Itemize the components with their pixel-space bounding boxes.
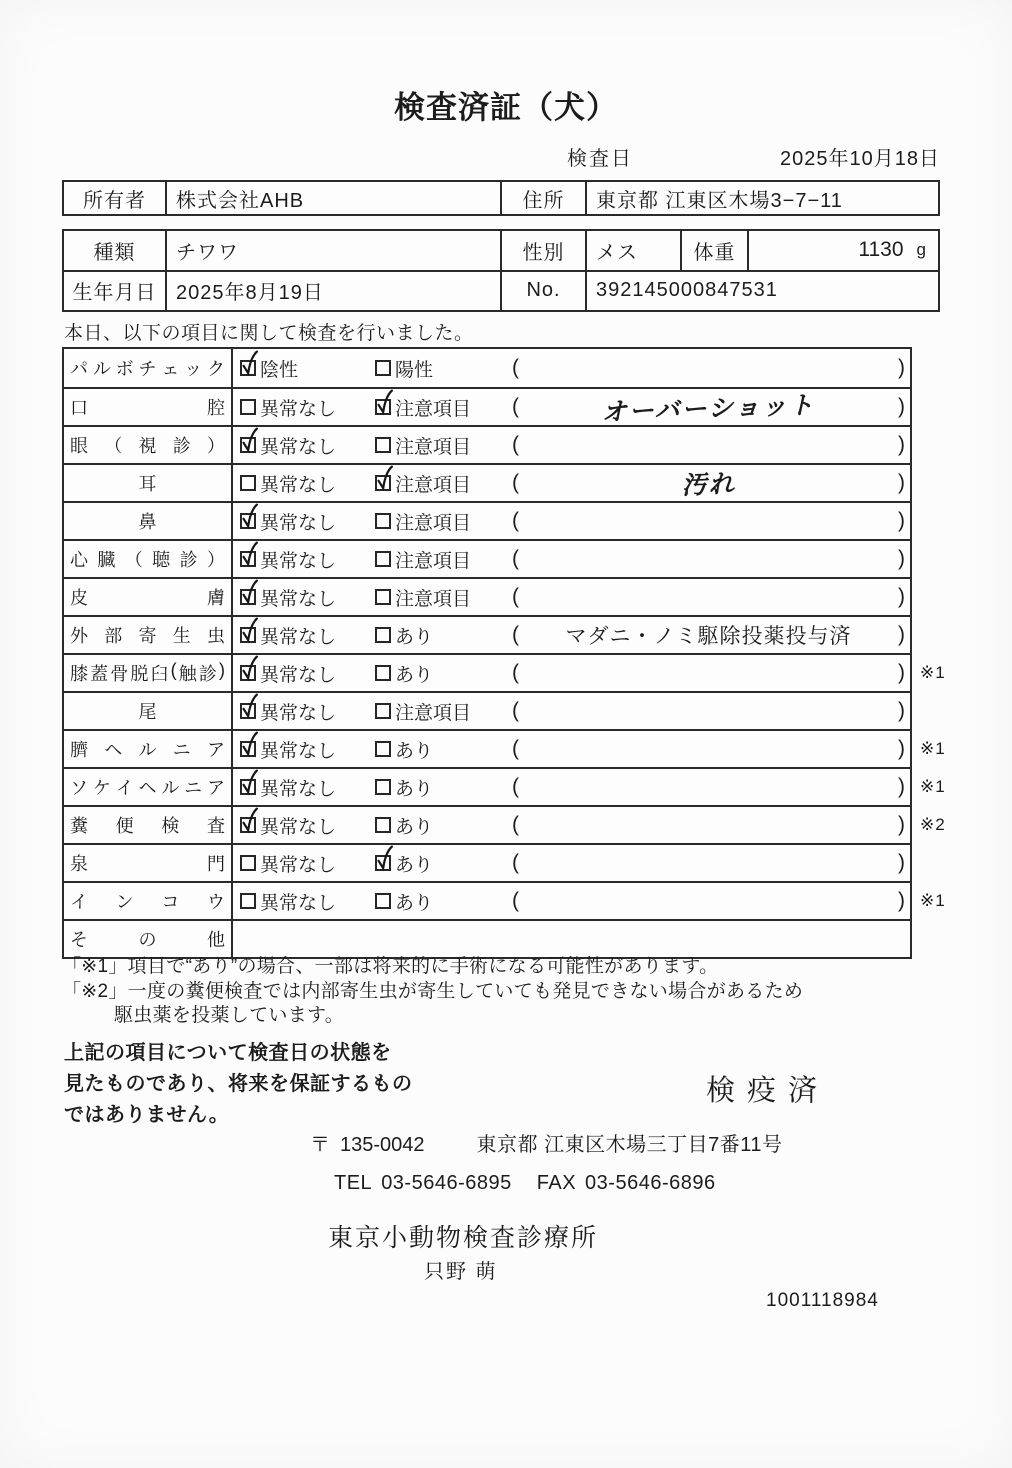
checklist-row-body <box>233 349 910 387</box>
remarks-parentheses <box>512 737 910 761</box>
paren-close: ) <box>898 471 905 494</box>
checklist-item-label-text: イ ン コ ウ <box>70 892 225 912</box>
option-1 <box>240 546 375 573</box>
checkbox-icon <box>375 360 391 376</box>
number-value: 392145000847531 <box>596 279 778 302</box>
checklist-row <box>64 767 946 805</box>
checkmark-icon <box>239 731 261 759</box>
paren-open: ( <box>512 395 519 418</box>
checkbox-icon <box>375 893 391 909</box>
checklist-row-body <box>233 807 910 843</box>
checkmark-icon <box>239 655 261 683</box>
checkbox-icon <box>240 665 256 681</box>
option-1 <box>240 736 375 763</box>
checklist-row <box>64 691 910 729</box>
owner-label: 所有者 <box>64 182 167 214</box>
checklist-item-label-text: ソ ケ イ ヘ ル ニ ア <box>70 778 225 798</box>
checklist-row <box>64 501 910 539</box>
checkbox-icon <box>375 627 391 643</box>
checkbox-icon <box>240 779 256 795</box>
checklist-row <box>64 919 910 957</box>
option-1-label: 陰性 <box>260 359 299 381</box>
checkbox-icon <box>375 855 391 871</box>
animal-table <box>62 229 940 312</box>
checklist-item-label <box>64 617 233 653</box>
checklist-row <box>64 805 946 843</box>
checklist-item-label-text: 皮 膚 <box>70 588 225 608</box>
option-2-label: あり <box>395 740 434 762</box>
checklist-item-label-text: パ ル ボ チ ェ ッ ク <box>70 359 225 379</box>
paren-open: ( <box>512 433 519 456</box>
paren-close: ) <box>898 395 905 418</box>
option-1 <box>240 584 375 611</box>
checklist-row <box>64 387 910 425</box>
checklist-row <box>64 729 946 767</box>
option-2-label: あり <box>395 816 434 838</box>
option-1-label: 異常なし <box>260 512 337 534</box>
checkbox-icon <box>240 893 256 909</box>
checkbox-icon <box>375 513 391 529</box>
checkbox-icon <box>375 475 391 491</box>
remarks-parentheses <box>512 465 910 501</box>
checklist-row-body <box>233 541 910 577</box>
remarks-parentheses <box>512 620 910 650</box>
checklist-row <box>64 425 910 463</box>
checklist-row-body <box>233 427 910 463</box>
checkbox-icon <box>375 817 391 833</box>
checkbox-icon <box>240 741 256 757</box>
checkbox-icon <box>240 703 256 719</box>
checklist-table <box>62 347 946 959</box>
paren-open: ( <box>512 851 519 874</box>
tel-number: 03-5646-6895 <box>381 1172 512 1194</box>
checklist-intro: 本日、以下の項目に関して検査を行いました。 <box>64 323 474 344</box>
paren-close: ) <box>898 623 905 646</box>
option-2 <box>375 888 512 915</box>
examiner-name: 只野 萌 <box>424 1261 498 1283</box>
remarks-parentheses <box>512 699 910 723</box>
checklist-row <box>64 881 946 919</box>
checkbox-icon <box>240 551 256 567</box>
clinic-phone-line <box>334 1172 716 1195</box>
sex-label: 性別 <box>502 231 587 270</box>
postal-code: 135-0042 <box>340 1134 425 1156</box>
option-1-label: 異常なし <box>260 398 337 420</box>
option-2-label: あり <box>395 626 434 648</box>
checklist-row-body <box>233 655 910 691</box>
option-1 <box>240 774 375 801</box>
option-2 <box>375 584 512 611</box>
address-label: 住所 <box>502 182 587 214</box>
option-1-label: 異常なし <box>260 436 337 458</box>
quarantine-stamp: 検疫済 <box>706 1075 830 1107</box>
checklist-item-label-text: 泉 門 <box>70 854 225 874</box>
checkbox-icon <box>375 665 391 681</box>
disclaimer-line-1: 上記の項目について検査日の状態を <box>64 1042 392 1064</box>
checkmark-icon <box>374 389 396 417</box>
checklist-item-label <box>64 503 233 539</box>
option-1 <box>240 850 375 877</box>
disclaimer-text <box>64 1038 413 1131</box>
checkmark-icon <box>239 769 261 797</box>
option-2 <box>375 622 512 649</box>
option-2 <box>375 660 512 687</box>
checklist-row-body <box>233 921 910 957</box>
paren-close: ) <box>898 661 905 684</box>
checklist-row <box>64 539 910 577</box>
weight-value-cell <box>749 231 938 270</box>
checklist-item-label-text: 臍 ヘ ル ニ ア <box>70 740 225 760</box>
paren-open: ( <box>512 623 519 646</box>
remarks-parentheses <box>512 889 910 913</box>
checkmark-icon <box>374 845 396 873</box>
checklist-row-body <box>233 731 910 767</box>
checkmark-icon <box>239 693 261 721</box>
row-footnote-ref: ※1 <box>920 777 946 796</box>
option-1 <box>240 698 375 725</box>
paren-close: ) <box>898 889 905 912</box>
option-2 <box>375 698 512 725</box>
option-2-label: 注意項目 <box>395 436 472 458</box>
option-2-label: 注意項目 <box>395 702 472 724</box>
checkbox-icon <box>375 703 391 719</box>
row-footnote-ref: ※1 <box>920 739 946 758</box>
remarks-parentheses <box>512 433 910 457</box>
paren-close: ) <box>898 813 905 836</box>
owner-table <box>62 180 940 216</box>
option-1 <box>240 660 375 687</box>
paren-open: ( <box>512 737 519 760</box>
option-1-label: 異常なし <box>260 626 337 648</box>
option-1-label: 異常なし <box>260 588 337 610</box>
option-2-label: 陽性 <box>395 359 434 381</box>
checklist-row-body <box>233 389 910 425</box>
paren-open: ( <box>512 661 519 684</box>
clinic-address: 東京都 江東区木場三丁目7番11号 <box>476 1134 783 1156</box>
disclaimer-line-3: ではありません。 <box>64 1104 230 1126</box>
paren-open: ( <box>512 585 519 608</box>
checklist-item-label <box>64 579 233 615</box>
remarks-text: マダニ・ノミ駆除投薬投与済 <box>565 625 852 648</box>
checkbox-icon <box>375 551 391 567</box>
option-1-label: 異常なし <box>260 892 337 914</box>
checklist-row-body <box>233 465 910 501</box>
remarks-parentheses <box>512 661 910 685</box>
checklist-item-label <box>64 883 233 919</box>
checklist-item-label <box>64 465 233 501</box>
checklist-item-label <box>64 731 233 767</box>
option-2 <box>375 470 512 497</box>
option-2 <box>375 394 512 421</box>
checklist-item-label-text: 糞 便 検 査 <box>70 816 225 836</box>
checkbox-icon <box>240 817 256 833</box>
clinic-name: 東京小動物検査診療所 <box>328 1224 599 1252</box>
option-2 <box>375 774 512 801</box>
checkmark-icon <box>239 807 261 835</box>
paren-open: ( <box>512 813 519 836</box>
number-label: No. <box>502 272 587 311</box>
checkbox-icon <box>240 627 256 643</box>
paren-open: ( <box>512 356 519 379</box>
option-2 <box>375 812 512 839</box>
option-1-label: 異常なし <box>260 550 337 572</box>
paren-close: ) <box>898 585 905 608</box>
option-1 <box>240 812 375 839</box>
paren-open: ( <box>512 471 519 494</box>
checkbox-icon <box>240 360 256 376</box>
inspection-date-label: 検査日 <box>567 148 633 170</box>
breed-label: 種類 <box>64 231 167 270</box>
remarks-parentheses <box>512 585 910 609</box>
option-2-label: 注意項目 <box>395 588 472 610</box>
checkbox-icon <box>240 589 256 605</box>
option-2-label: 注意項目 <box>395 398 472 420</box>
inspection-date-line <box>62 142 940 171</box>
checklist-item-label-text: 口 腔 <box>70 398 225 418</box>
checklist-item-label <box>64 769 233 805</box>
option-1-label: 異常なし <box>260 702 337 724</box>
owner-value: 株式会社AHB <box>167 182 502 214</box>
row-footnote-ref: ※1 <box>920 891 946 910</box>
row-footnote-ref: ※1 <box>920 663 946 682</box>
option-1-label: 異常なし <box>260 778 337 800</box>
checklist-row-body <box>233 883 910 919</box>
option-2-label: 注意項目 <box>395 474 472 496</box>
option-2 <box>375 508 512 535</box>
checkbox-icon <box>375 741 391 757</box>
remarks-parentheses <box>512 851 910 875</box>
paren-close: ) <box>898 775 905 798</box>
remarks-parentheses <box>512 389 910 425</box>
option-1-label: 異常なし <box>260 854 337 876</box>
option-1 <box>240 394 375 421</box>
sex-value: メス <box>587 231 682 270</box>
address-value: 東京都 江東区木場3−7−11 <box>596 189 843 212</box>
option-1-label: 異常なし <box>260 474 337 496</box>
checklist-item-label <box>64 389 233 425</box>
option-1 <box>240 470 375 497</box>
checkmark-icon <box>374 465 396 493</box>
page-title: 検査済証（犬） <box>394 90 618 125</box>
checkmark-icon <box>239 617 261 645</box>
paren-close: ) <box>898 737 905 760</box>
option-2-label: 注意項目 <box>395 512 472 534</box>
checklist-row-body <box>233 845 910 881</box>
checkbox-icon <box>240 475 256 491</box>
checkbox-icon <box>375 437 391 453</box>
option-2-label: あり <box>395 778 434 800</box>
document-number: 1001118984 <box>766 1290 879 1311</box>
checkmark-icon <box>239 541 261 569</box>
checklist-item-label-text: 鼻 <box>138 512 157 532</box>
checklist-row-body <box>233 693 910 729</box>
fax-number: 03-5646-6896 <box>585 1172 716 1194</box>
paren-close: ) <box>898 851 905 874</box>
checklist-row-body <box>233 503 910 539</box>
weight-unit: g <box>916 240 926 260</box>
weight-label: 体重 <box>682 231 749 270</box>
paren-open: ( <box>512 775 519 798</box>
option-2-label: 注意項目 <box>395 550 472 572</box>
checklist-item-label-text: 耳 <box>138 474 157 494</box>
option-1 <box>240 355 375 382</box>
checklist-item-label-text: そ の 他 <box>70 930 225 950</box>
checklist-item-label <box>64 807 233 843</box>
checkmark-icon <box>239 427 261 455</box>
checklist-item-label-text: 心 臓 （ 聴 診 ） <box>70 550 225 570</box>
remarks-text: 汚れ <box>681 469 737 500</box>
option-2 <box>375 546 512 573</box>
checklist-row <box>64 843 910 881</box>
footnote-2-continued: 駆虫薬を投薬しています。 <box>114 1005 345 1026</box>
paren-close: ) <box>898 433 905 456</box>
checkbox-icon <box>375 399 391 415</box>
remarks-text: オーバーショット <box>601 390 816 427</box>
paren-open: ( <box>512 889 519 912</box>
checklist-item-label <box>64 541 233 577</box>
birthdate-label: 生年月日 <box>64 272 167 311</box>
option-2 <box>375 355 512 382</box>
clinic-address-line <box>310 1128 782 1157</box>
inspection-date-value: 2025年10月18日 <box>780 148 940 170</box>
birthdate-value: 2025年8月19日 <box>167 272 502 311</box>
paren-open: ( <box>512 699 519 722</box>
checkbox-icon <box>240 513 256 529</box>
checklist-item-label-text: 眼 （ 視 診 ） <box>70 436 225 456</box>
option-2-label: あり <box>395 854 434 876</box>
paren-open: ( <box>512 509 519 532</box>
option-1-label: 異常なし <box>260 664 337 686</box>
checklist-item-label <box>64 693 233 729</box>
option-1-label: 異常なし <box>260 816 337 838</box>
option-2-label: あり <box>395 892 434 914</box>
footnote-1: 「※1」項目で“あり”の場合、一部は将来的に手術になる可能性があります。 <box>62 956 719 977</box>
footnotes-block <box>62 955 803 1029</box>
checklist-item-label-text: 尾 <box>138 702 157 722</box>
checklist-row-body <box>233 769 910 805</box>
checklist-item-label-text: 外 部 寄 生 虫 <box>70 626 225 646</box>
option-2 <box>375 432 512 459</box>
checklist-row <box>64 463 910 501</box>
checklist-row <box>64 615 910 653</box>
option-1 <box>240 508 375 535</box>
paren-close: ) <box>898 699 905 722</box>
checkbox-icon <box>240 855 256 871</box>
checklist-row-body <box>233 617 910 653</box>
checkbox-icon <box>375 779 391 795</box>
breed-value: チワワ <box>167 231 502 270</box>
checkmark-icon <box>239 579 261 607</box>
option-2 <box>375 736 512 763</box>
option-2-label: あり <box>395 664 434 686</box>
checklist-item-label-text: 膝 蓋 骨 脱 臼 ( 触 診 ) <box>70 660 225 684</box>
checklist-row <box>64 577 910 615</box>
checkmark-icon <box>239 503 261 531</box>
paren-close: ) <box>898 356 905 379</box>
option-1 <box>240 622 375 649</box>
checklist-item-label <box>64 655 233 691</box>
checkmark-icon <box>239 350 261 378</box>
checklist-item-label <box>64 921 233 957</box>
checklist-item-label <box>64 845 233 881</box>
checkbox-icon <box>375 589 391 605</box>
checklist-row <box>64 653 946 691</box>
checklist-row <box>64 349 910 387</box>
paren-close: ) <box>898 509 905 532</box>
disclaimer-line-2: 見たものであり、将来を保証するもの <box>64 1073 413 1095</box>
postal-mark: 〒 <box>310 1134 330 1156</box>
tel-label: TEL <box>334 1172 373 1194</box>
option-1 <box>240 432 375 459</box>
option-1 <box>240 888 375 915</box>
option-1-label: 異常なし <box>260 740 337 762</box>
footnote-2: 「※2」一度の糞便検査では内部寄生虫が寄生していても発見できない場合があるため <box>62 980 804 1002</box>
paren-open: ( <box>512 547 519 570</box>
checkbox-icon <box>240 399 256 415</box>
option-2 <box>375 850 512 877</box>
remarks-parentheses <box>512 509 910 533</box>
remarks-parentheses <box>512 547 910 571</box>
checklist-item-label <box>64 427 233 463</box>
remarks-parentheses <box>512 813 910 837</box>
remarks-parentheses <box>512 356 910 380</box>
checkbox-icon <box>240 437 256 453</box>
row-footnote-ref: ※2 <box>920 815 946 834</box>
remarks-parentheses <box>512 775 910 799</box>
fax-label: FAX <box>536 1172 577 1194</box>
paren-close: ) <box>898 547 905 570</box>
weight-value: 1130 <box>858 238 904 262</box>
checklist-item-label <box>64 349 233 387</box>
checklist-row-body <box>233 579 910 615</box>
